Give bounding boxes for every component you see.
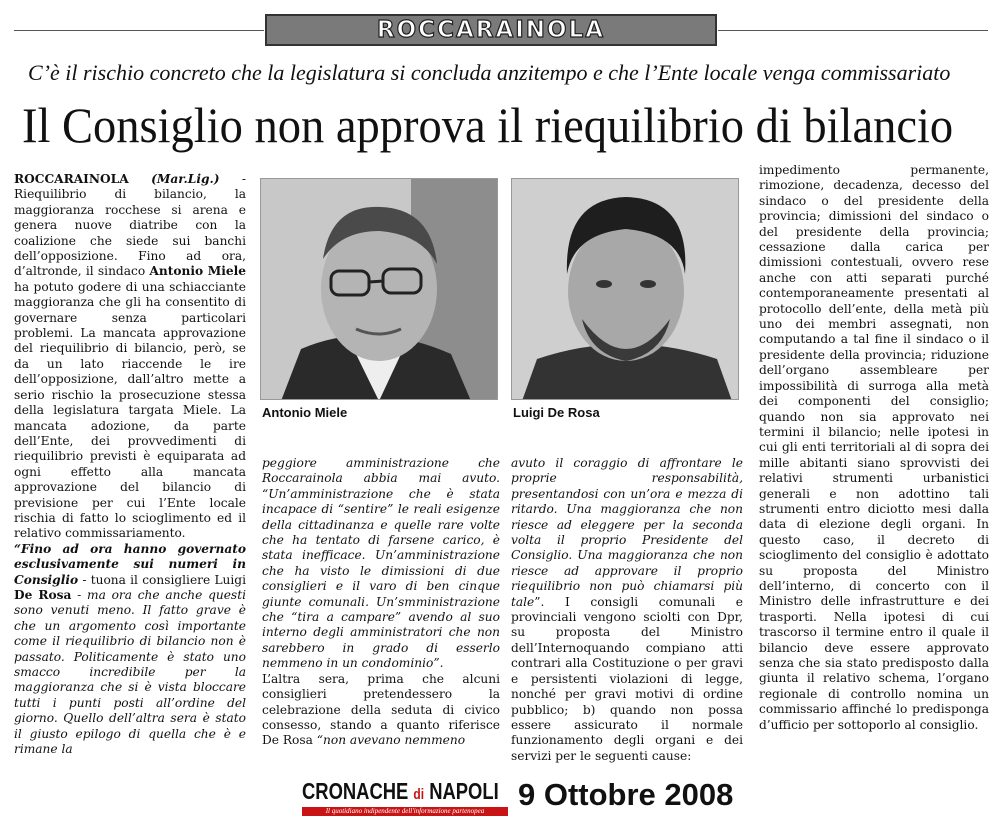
newspaper-logo [302, 779, 508, 813]
col2-paragraph-2: L’altra sera, prima che alcuni consiglieri pretendessero la celebrazione della seduta di civico consesso, stando a quanto riferisce De Rosa “non avevano nemmeno [262, 671, 500, 748]
logo-city: NAPOLI [429, 778, 499, 804]
banner-rule-right [718, 30, 988, 31]
portrait-illustration [512, 179, 739, 400]
caption-antonio-miele: Antonio Miele [262, 405, 348, 420]
byline: (Mar.Lig.) [151, 172, 220, 186]
subheadline: C’è il rischio concreto che la legislatura si concluda anzitempo e che l’Ente locale venga commissariato [28, 60, 951, 85]
section-banner [265, 14, 717, 46]
article-column-4 [759, 163, 989, 733]
article-column-1 [14, 172, 246, 757]
portrait-illustration [261, 179, 498, 400]
article-column-2 [262, 456, 500, 749]
dateline: ROCCARAINOLA [14, 172, 129, 186]
banner-rule-left [14, 30, 264, 31]
photo-antonio-miele [260, 178, 498, 400]
col3-paragraph-1: avuto il coraggio di affrontare le proprie responsabilità, presentandosi con un’ora e mezza di ritardo. Una maggioranza che non riesce ad eleggere per la seconda volta il proprio Presidente del Consiglio. Una maggioranza che non riesce ad approvare il proprio riequilibrio non può chiamarsi più tale”. I consigli comunali e provinciali vengono sciolti con Dpr, su proposta del Ministro dell’Internoquando compiano atti contrari alla Costituzione o per gravi e persistenti violazioni di legge, nonché per gravi motivi di ordine pubblico; b) quando non possa essere assicurato il normale funzionamento degli organi e dei servizi per le seguenti cause: [511, 456, 743, 763]
name-de-rosa: De Rosa [14, 587, 72, 602]
name-antonio-miele: Antonio Miele [149, 264, 246, 279]
logo-tagline: Il quotidiano indipendente dell'informazione partenopea [302, 807, 508, 816]
publication-date: 9 Ottobre 2008 [518, 777, 734, 812]
col4-paragraph-1: impedimento permanente, rimozione, decadenza, decesso del sindaco o del presidente della provincia; dimissioni del sindaco o del presidente della provincia; cessazione dalla carica per dimissioni contestuali, ovvero rese anche con atti separati purché contemporaneamente presentati al protocollo dell’ente, della metà più uno dei membri assegnati, non computando a tal fine il sindaco o il presidente della provincia; riduzione dell’organo assembleare per impossibilità di surroga alla metà dei componenti del consiglio; quando non sia approvato nei termini il bilancio; nelle ipotesi in cui gli enti territoriali al di sopra dei mille abitanti siano sprovvisti dei relativi strumenti urbanistici generali e non adottino tali strumenti entro diciotto mesi dalla data di elezione degli organi. In questo caso, il decreto di scioglimento del consiglio è adottato su proposta del Ministro dell’interno, di concerto con il Ministro delle infrastrutture e dei trasporti. Nella ipotesi di cui trascorso il termine entro il quale il bilancio deve essere approvato senza che sia stato predisposto dalla giunta il relativo schema, l’organo regionale di controllo nomina un commissario affinché lo predisponga d’ufficio per sottoporlo al consiglio. [759, 163, 989, 732]
article-column-3 [511, 456, 743, 764]
col2-paragraph-1: peggiore amministrazione che Roccarainola abbia mai avuto. “Un’amministrazione che è stata incapace di “sentire” le reali esigenze della cittadinanza e quelle rare volte che ha tentato di farsene carico, è stata inefficace. Un’amministrazione che ha visto le dimissioni di due consiglieri e il varo di ben cinque giunte comunali. Un’smministrazione che “tira a campare” avendo al suo interno degli amministratori che non sarebbero in grado di esserlo nemmeno in un condominio”. [262, 456, 500, 671]
col1-paragraph-1: ROCCARAINOLA (Mar.Lig.) - Riequilibrio di bilancio, la maggioranza rocchese si arena e genera nuove diatribe con la coalizione che siede sui banchi dell’opposizione. Fino ad ora, d’altronde, il sindaco Antonio Miele ha potuto godere di una schiacciante maggioranza che gli ha consentito di governare senza particolari problemi. La mancata approvazione del riequilibrio di bilancio, però, se da un lato riaccende le ire dell’opposizione, dall’altro mette a serio rischio la prosecuzione stessa della legislatura targata Miele. La mancata adozione, da parte dell’Ente, dei provvedimenti di riequilibrio previsti è equiparata ad ogni effetto alla mancata approvazione del bilancio di previsione per cui l’Ente locale rischia di fatto lo scioglimento ed il relativo commissariamento. [14, 172, 246, 541]
logo-main: CRONACHE [302, 778, 409, 804]
photo-luigi-de-rosa [511, 178, 739, 400]
caption-luigi-de-rosa: Luigi De Rosa [513, 405, 600, 420]
headline: Il Consiglio non approva il riequilibrio di bilancio [22, 97, 954, 153]
logo-di: di [413, 786, 425, 803]
section-title: ROCCARAINOLA [376, 17, 606, 43]
col1-paragraph-2: “Fino ad ora hanno governato esclusivamente sui numeri in Consiglio - tuona il consigliere Luigi De Rosa - ma ora che anche questi sono venuti meno. Il fatto grave è che un argomento così importante come il riequilibrio di bilancio non è passato. Politicamente è stato uno smacco incredibile per la maggioranza che si è vista bloccare tutti i punti posti all’ordine del giorno. Quello dell’altra sera è stato il giusto epilogo di quella che è e rimane la [14, 541, 246, 757]
